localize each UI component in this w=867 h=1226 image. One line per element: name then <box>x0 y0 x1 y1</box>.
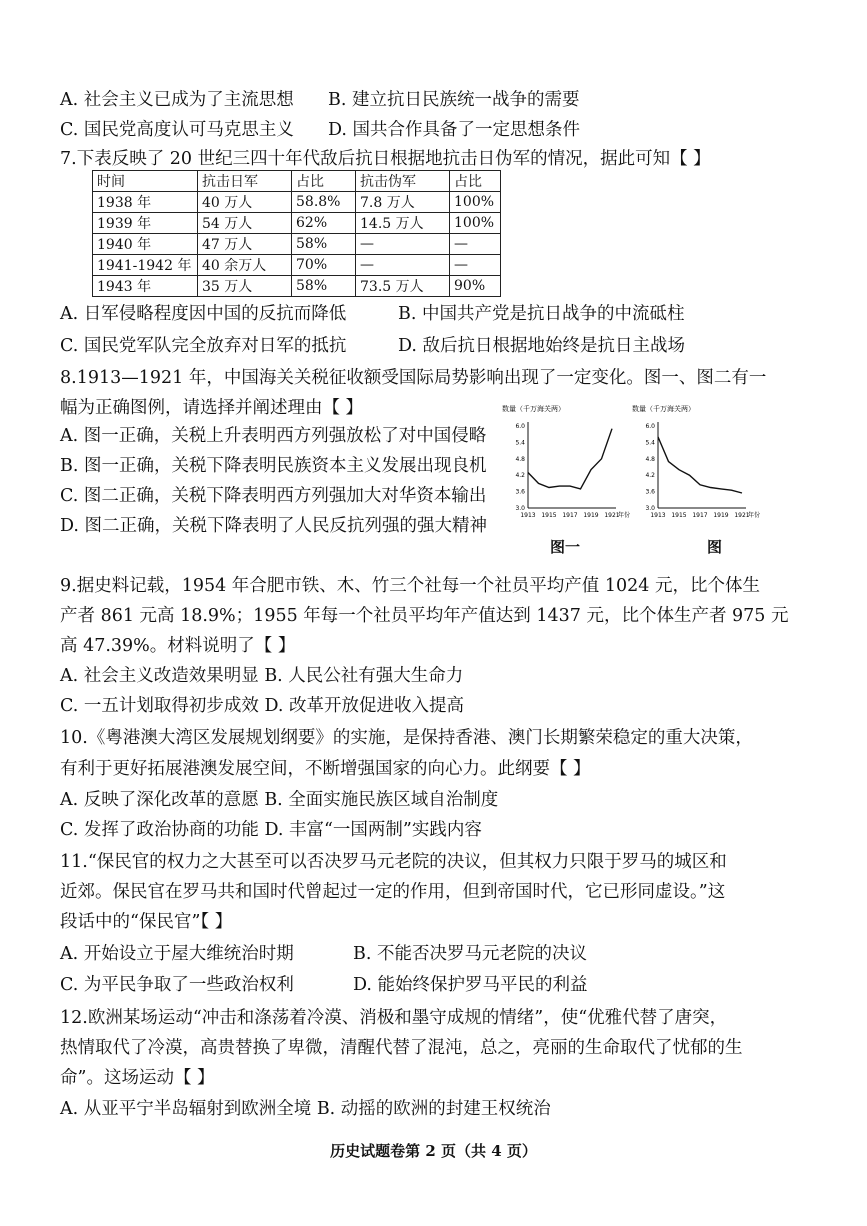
table-cell: 100% <box>450 192 501 213</box>
table-cell: 100% <box>450 213 501 234</box>
x-tick-label: 1917 <box>562 512 578 519</box>
table-cell: 1939 年 <box>93 213 198 234</box>
y-tick-label: 4.2 <box>515 472 525 480</box>
table-row <box>93 255 501 276</box>
y-tick-label: 6.0 <box>645 423 655 430</box>
q8-option-c: C. 图二正确，关税下降表明西方列强加大对华资本输出 <box>60 486 487 506</box>
table-cell: 1938 年 <box>93 192 198 213</box>
table-cell: 58% <box>292 276 356 297</box>
x-tick-label: 1915 <box>671 512 687 519</box>
table-cell: 58% <box>292 234 356 255</box>
series-line <box>528 429 612 489</box>
x-tick-label: 1919 <box>583 512 599 519</box>
table-row <box>93 213 501 234</box>
q8-option-d: D. 图二正确，关税下降表明了人民反抗列强的强大精神 <box>60 516 488 536</box>
table-row <box>93 234 501 255</box>
table-cell: 7.8 万人 <box>356 192 450 213</box>
x-axis-label: 年份 <box>618 512 631 519</box>
q9-options-line1: A. 社会主义改造效果明显 B. 人民公社有强大生命力 <box>60 666 464 686</box>
y-tick-label: 5.4 <box>645 439 655 447</box>
x-tick-label: 1917 <box>692 512 708 519</box>
q9-line1: 9.据史料记载，1954 年合肥市铁、木、竹三个社每一个社员平均产值 1024 元，比个体生 <box>60 576 760 596</box>
q9-options-line2: C. 一五计划取得初步成效 D. 改革开放促进收入提高 <box>60 696 464 716</box>
q11-line3: 段话中的“保民官”【 】 <box>60 912 233 932</box>
chart-figure-2 <box>630 402 761 526</box>
q6-option-a: A. 社会主义已成为了主流思想 <box>60 90 294 110</box>
y-tick-label: 3.6 <box>515 488 525 496</box>
table-cell: 70% <box>292 255 356 276</box>
q7-option-c: C. 国民党军队完全放弃对日军的抵抗 <box>60 336 347 356</box>
chart-figure-1 <box>500 402 631 526</box>
q6-option-d: D. 国共合作具备了一定思想条件 <box>328 120 581 140</box>
table-header-cell: 占比 <box>292 171 356 192</box>
table-header-row <box>93 171 501 192</box>
q12-line2: 热情取代了冷漠，高贵替换了卑微，清醒代替了混沌，总之，亮丽的生命取代了忧郁的生 <box>60 1038 743 1058</box>
q8-stem-line1: 8.1913—1921 年，中国海关关税征收额受国际局势影响出现了一定变化。图一、图二有一 <box>60 368 767 388</box>
q10-line2: 有利于更好拓展港澳发展空间，不断增强国家的向心力。此纲要【 】 <box>60 759 591 779</box>
x-axis-label: 年份 <box>748 512 761 519</box>
y-tick-label: 4.8 <box>645 455 655 463</box>
q7-stem: 7.下表反映了 20 世纪三四十年代敌后抗日根据地抗击日伪军的情况，据此可知【 】 <box>60 149 711 169</box>
y-tick-label: 4.2 <box>645 472 655 480</box>
figure-2-caption: 图 <box>707 538 723 556</box>
table-cell: 1941-1942 年 <box>93 255 198 276</box>
table-cell: 58.8% <box>292 192 356 213</box>
q7-option-a: A. 日军侵略程度因中国的反抗而降低 <box>60 304 347 324</box>
q6-option-c: C. 国民党高度认可马克思主义 <box>60 120 294 140</box>
table-cell: 73.5 万人 <box>356 276 450 297</box>
y-axis-label: 数量（千万海关两） <box>502 405 565 413</box>
y-tick-label: 3.0 <box>515 505 525 512</box>
table-cell: 14.5 万人 <box>356 213 450 234</box>
table-cell: 1943 年 <box>93 276 198 297</box>
q8-option-b: B. 图一正确，关税下降表明民族资本主义发展出现良机 <box>60 456 487 476</box>
table-row <box>93 192 501 213</box>
q11-option-d: D. 能始终保护罗马平民的利益 <box>353 975 588 995</box>
figure-1-caption: 图一 <box>550 538 581 556</box>
q8-stem-line2: 幅为正确图例，请选择并阐述理由【 】 <box>60 398 364 418</box>
x-tick-label: 1913 <box>520 512 536 519</box>
q10-options-line2: C. 发挥了政治协商的功能 D. 丰富“一国两制”实践内容 <box>60 820 482 840</box>
table-row <box>93 276 501 297</box>
table-header-cell: 占比 <box>450 171 501 192</box>
q12-line3: 命”。这场运动【 】 <box>60 1068 215 1088</box>
table-header-cell: 抗击日军 <box>198 171 292 192</box>
q12-line1: 12.欧洲某场运动“冲击和涤荡着冷漠、消极和墨守成规的情绪”，使“优雅代替了唐突， <box>60 1008 728 1028</box>
q11-option-c: C. 为平民争取了一些政治权利 <box>60 975 294 995</box>
q7-table <box>92 170 501 297</box>
q11-line2: 近郊。保民官在罗马共和国时代曾起过一定的作用，但到帝国时代，它已形同虚设。”这 <box>60 882 726 902</box>
x-tick-label: 1915 <box>541 512 557 519</box>
table-cell: — <box>356 234 450 255</box>
x-tick-label: 1919 <box>713 512 729 519</box>
y-tick-label: 6.0 <box>515 423 525 430</box>
y-tick-label: 3.6 <box>645 488 655 496</box>
table-cell: 40 万人 <box>198 192 292 213</box>
table-cell: 90% <box>450 276 501 297</box>
table-cell: — <box>450 234 501 255</box>
q11-option-b: B. 不能否决罗马元老院的决议 <box>353 944 587 964</box>
x-tick-label: 1921 <box>604 512 620 519</box>
series-line <box>658 437 742 493</box>
table-cell: — <box>450 255 501 276</box>
page-footer: 历史试题卷第 2 页（共 4 页） <box>330 1142 537 1160</box>
q9-line2: 产者 861 元高 18.9%；1955 年每一个社员平均年产值达到 1437 元，比个体生产者 975 元 <box>60 606 789 626</box>
q10-options-line1: A. 反映了深化改革的意愿 B. 全面实施民族区域自治制度 <box>60 790 499 810</box>
q11-line1: 11.“保民官的权力之大甚至可以否决罗马元老院的决议，但其权力只限于罗马的城区和 <box>60 852 727 872</box>
table-cell: 35 万人 <box>198 276 292 297</box>
x-tick-label: 1921 <box>734 512 750 519</box>
y-tick-label: 4.8 <box>515 455 525 463</box>
table-header-cell: 抗击伪军 <box>356 171 450 192</box>
table-cell: 54 万人 <box>198 213 292 234</box>
x-tick-label: 1913 <box>650 512 666 519</box>
q8-option-a: A. 图一正确，关税上升表明西方列强放松了对中国侵略 <box>60 426 487 446</box>
table-cell: 62% <box>292 213 356 234</box>
table-cell: 47 万人 <box>198 234 292 255</box>
q6-option-b: B. 建立抗日民族统一战争的需要 <box>328 90 580 110</box>
table-cell: 1940 年 <box>93 234 198 255</box>
table-cell: — <box>356 255 450 276</box>
y-tick-label: 5.4 <box>515 439 525 447</box>
table-header-cell: 时间 <box>93 171 198 192</box>
q11-option-a: A. 开始设立于屋大维统治时期 <box>60 944 294 964</box>
q9-line3: 高 47.39%。材料说明了【 】 <box>60 636 296 656</box>
q10-line1: 10.《粤港澳大湾区发展规划纲要》的实施，是保持香港、澳门长期繁荣稳定的重大决策， <box>60 728 753 748</box>
q7-option-b: B. 中国共产党是抗日战争的中流砥柱 <box>398 304 685 324</box>
q7-option-d: D. 敌后抗日根据地始终是抗日主战场 <box>398 336 686 356</box>
y-axis-label: 数量（千万海关两） <box>632 405 695 413</box>
y-tick-label: 3.0 <box>645 505 655 512</box>
table-cell: 40 余万人 <box>198 255 292 276</box>
q12-options-line1: A. 从亚平宁半岛辐射到欧洲全境 B. 动摇的欧洲的封建王权统治 <box>60 1099 551 1119</box>
